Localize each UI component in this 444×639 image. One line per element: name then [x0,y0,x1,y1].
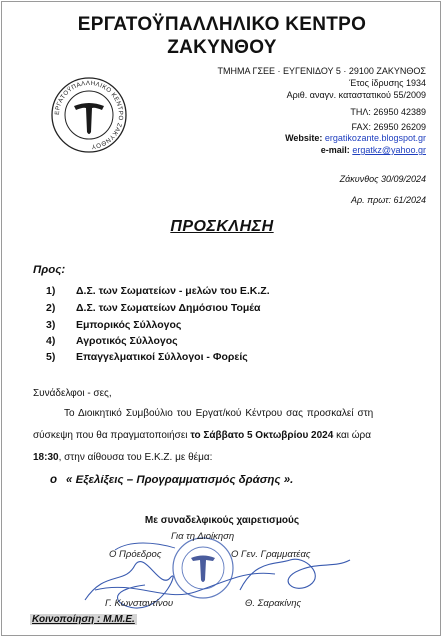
recipient-item: 4) Αγροτικός Σύλλογος [46,335,178,347]
meeting-time: 18:30 [33,452,59,463]
president-title: Ο Πρόεδρος [109,549,162,560]
cc-line: Κοινοποίηση : Μ.Μ.Ε. [32,614,135,625]
email-line [321,145,426,156]
meeting-date: το Σάββατο 5 Οκτωβρίου 2024 [190,430,334,441]
president-name: Γ. Κωνσταντίνου [105,598,174,609]
founded-line: Έτος ίδρυσης 1934 [349,78,426,88]
body-line-3: 18:30, στην αίθουσα του Ε.Κ.Ζ. με θέμα: [33,452,213,463]
address-line: ΤΜΗΜΑ ΓΣΕΕ · ΕΥΓΕΝΙΔΟΥ 5 · 29100 ΖΑΚΥΝΘΟΣ [217,66,426,76]
body-line-2: σύσκεψη που θα πραγματοποιήσει το Σάββατο 5 Οκτωβρίου 2024 και ώρα [33,430,372,441]
protocol-number: Αρ. πρωτ: 61/2024 [350,195,426,205]
document-date: Ζάκυνθος 30/09/2024 [339,174,426,184]
closing-line: Με συναδελφικούς χαιρετισμούς [144,515,300,526]
document-heading: ΠΡΟΣΚΛΗΣΗ [170,218,274,235]
website-link[interactable]: ergatikozante.blogspot.gr [324,133,426,143]
greeting: Συνάδελφοι - σες, [33,388,112,399]
secretary-title: Ο Γεν. Γραμματέας [231,549,311,560]
org-city: ΖΑΚΥΝΘΟΥ [167,37,277,58]
topic-bullet: o [50,474,58,486]
phone-line: ΤΗΛ: 26950 42389 [350,107,426,117]
body-line-1: Το Διοικητικό Συμβούλιο του Εργατ/κού Κέντρου σας προσκαλεί στη [64,408,374,419]
website-line [285,133,426,144]
recipient-item: 1) Δ.Σ. των Σωματείων - μελών του Ε.Κ.Ζ. [46,285,270,297]
recipient-item: 2) Δ.Σ. των Σωματείων Δημόσιου Τομέα [46,302,261,314]
svg-text:ΕΡΓΑΤΟΫΠΑΛΛΗΛΙΚΟ ΚΕΝΤΡΟ ΖΑΚΥΝΘ: ΕΡΓΑΤΟΫΠΑΛΛΗΛΙΚΟ ΚΕΝΤΡΟ ΖΑΚΥΝΘΟΥ [53,79,125,150]
recipient-item: 5) Επαγγελματικοί Σύλλογοι - Φορείς [46,351,248,363]
recipients-label: Προς: [33,264,66,276]
org-logo-seal [50,76,128,154]
website-label: Website: [285,133,323,143]
fax-line: FAX: 26950 26209 [351,122,426,132]
secretary-name: Θ. Σαρακίνης [245,598,302,609]
registry-line: Αριθ. αναγν. καταστατικού 55/2009 [286,90,426,100]
meeting-topic: o « Εξελίξεις – Προγραμματισμός δράσης ». [50,474,294,486]
recipient-item: 3) Εμπορικός Σύλλογος [46,319,182,331]
email-link[interactable]: ergatkz@yahoo.gr [352,145,426,155]
for-board-label: Για τη Διοίκηση [171,531,235,542]
org-name: ΕΡΓΑΤΟΫΠΑΛΛΗΛΙΚΟ ΚΕΝΤΡΟ [77,14,367,35]
email-label: e-mail: [320,145,350,155]
